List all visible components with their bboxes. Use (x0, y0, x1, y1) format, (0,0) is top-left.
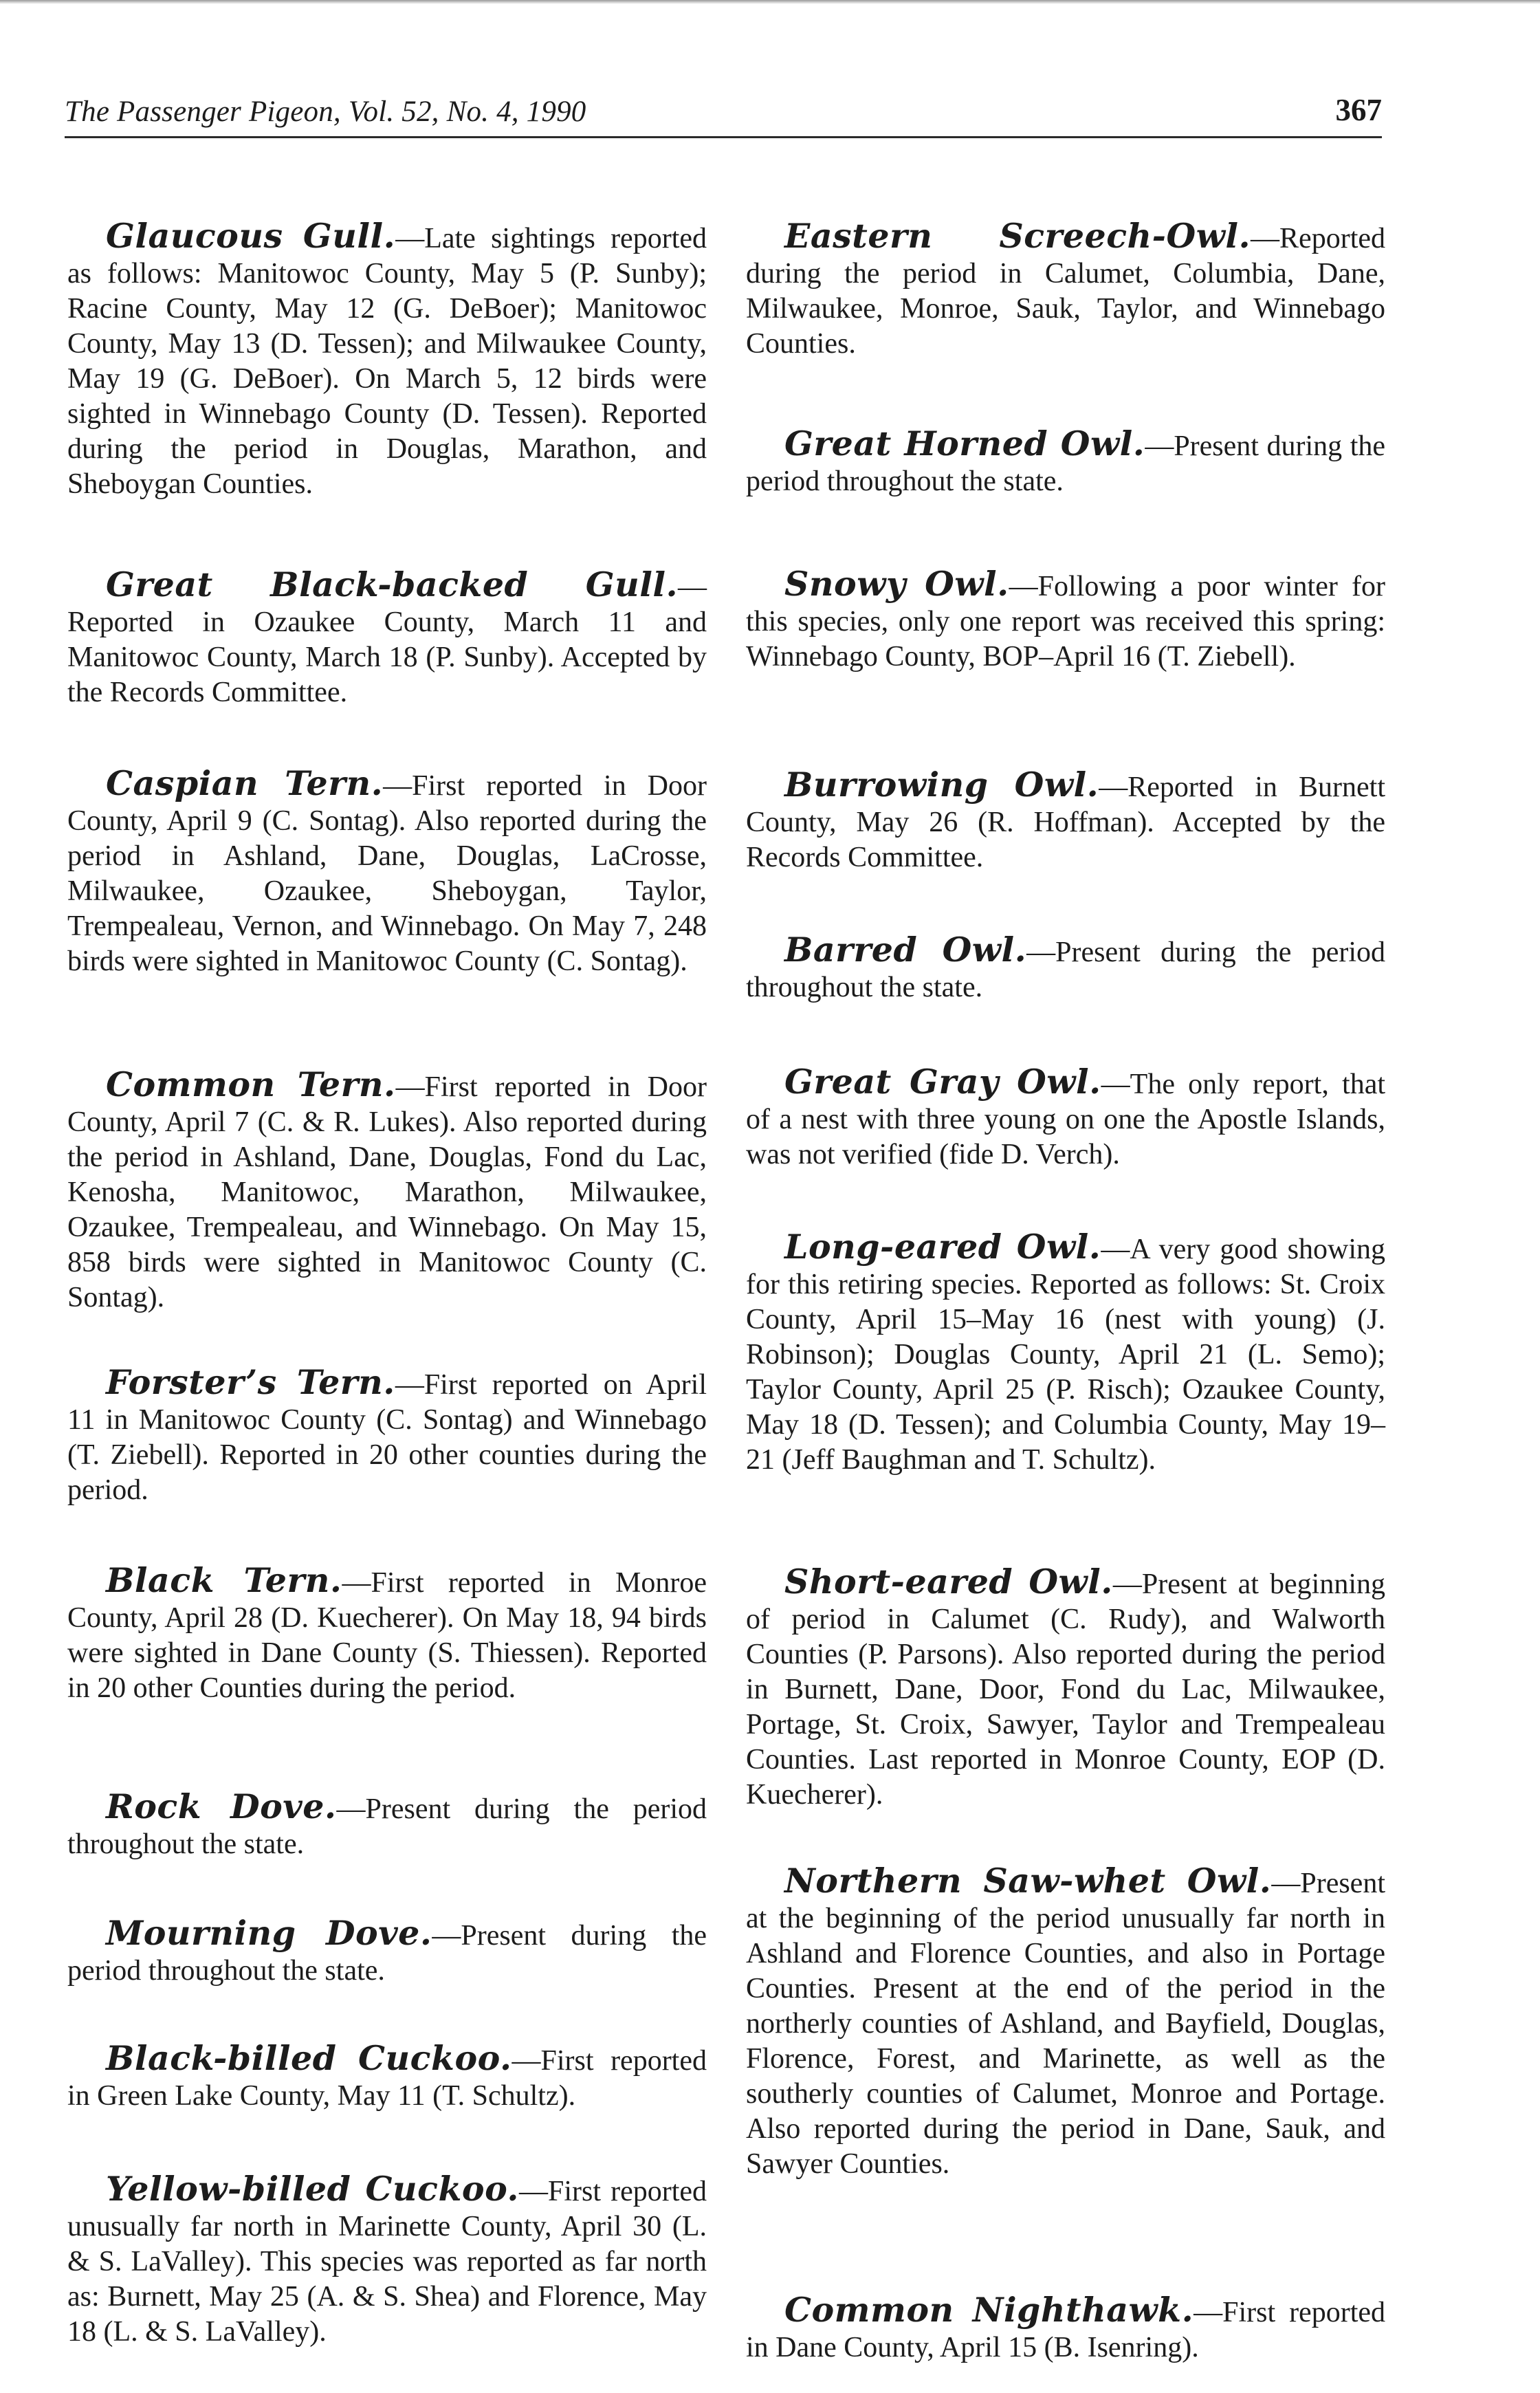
species-text: First reported unusually far north in Marinette County, April 30 (L. & S. LaValley). This species was reported as far north as: Burnett, May 25 (A. & S. Shea) and Florence, May 18 (L. & S. LaValley). (67, 2176, 707, 2348)
species-text: Late sightings reported as follows: Manitowoc County, May 5 (P. Sunby); Racine County, May 12 (G. DeBoer); Manitowoc County, May 13 (D. Tessen); and Milwaukee County, May 19 (G. DeBoer). On March 5, 12 birds were sighted in Winnebago County (D. Tessen). Reported during the period in Douglas, Marathon, and Sheboygan Counties. (67, 223, 707, 500)
species-name: Mourning Dove. (106, 1913, 432, 1953)
species-entry: Great Black-backed Gull.—Reported in Ozaukee County, March 11 and Manitowoc County, March 18 (P. Sunby). Accepted by the Records Committee. (67, 565, 707, 708)
species-text: The only report, that of a nest with three young on one the Apostle Islands, was not verified (fide D. Verch). (746, 1069, 1386, 1170)
species-text: First reported in Dane County, April 15 (B. Isenring). (746, 2297, 1385, 2363)
species-entry: Barred Owl.—Present during the period throughout the state. (746, 930, 1385, 1003)
species-name: Short-eared Owl. (784, 1562, 1113, 1602)
species-name: Snowy Owl. (784, 564, 1009, 604)
species-name: Great Gray Owl. (784, 1062, 1101, 1102)
species-entry: Forster’s Tern.—First reported on April 11 in Manitowoc County (C. Sontag) and Winnebago (T. Ziebell). Reported in 20 other counties during the period. (67, 1362, 707, 1506)
species-entry: Mourning Dove.—Present during the period throughout the state. (67, 1913, 707, 1987)
species-name: Forster’s Tern. (106, 1362, 395, 1402)
page-header (65, 88, 1382, 132)
species-entry: Great Gray Owl.—The only report, that of a nest with three young on one the Apostle Islands, was not verified (fide D. Verch). (746, 1062, 1386, 1170)
species-entry: Short-eared Owl.—Present at beginning of period in Calumet (C. Rudy), and Walworth Counties (P. Parsons). Also reported during the period in Burnett, Dane, Door, Fond du Lac, Milwaukee, Portage, St. Croix, Sawyer, Taylor and Trempealeau Counties. Last reported in Monroe County, EOP (D. Kuecherer). (746, 1562, 1385, 1811)
species-text: First reported on April 11 in Manitowoc County (C. Sontag) and Winnebago (T. Ziebell). Reported in 20 other counties during the period. (67, 1369, 707, 1506)
species-entry: Great Horned Owl.—Present during the period throughout the state. (746, 424, 1385, 497)
species-entry: Common Tern.—First reported in Door County, April 7 (C. & R. Lukes). Also reported during the period in Ashland, Dane, Douglas, Fond du Lac, Kenosha, Manitowoc, Marathon, Milwaukee, Ozaukee, Trempealeau, and Winnebago. On May 15, 858 birds were sighted in Manitowoc County (C. Sontag). (67, 1064, 707, 1313)
species-text: Reported during the period in Calumet, Columbia, Dane, Milwaukee, Monroe, Sauk, Taylor, and Winnebago Counties. (746, 223, 1385, 360)
species-entry: Caspian Tern.—First reported in Door County, April 9 (C. Sontag). Also reported during the period in Ashland, Dane, Douglas, LaCrosse, Milwaukee, Ozaukee, Sheboygan, Taylor, Trempealeau, Vernon, and Winnebago. On May 7, 248 birds were sighted in Manitowoc County (C. Sontag). (67, 763, 707, 977)
species-entry: Long-eared Owl.—A very good showing for this retiring species. Reported as follows: St. Croix County, April 15–May 16 (nest with young) (J. Robinson); Douglas County, April 21 (L. Semo); Taylor County, April 25 (P. Risch); Ozaukee County, May 18 (D. Tessen); and Columbia County, May 19–21 (Jeff Baughman and T. Schultz). (746, 1227, 1385, 1476)
species-name: Black Tern. (106, 1560, 342, 1600)
species-text: A very good showing for this retiring species. Reported as follows: St. Croix County, April 15–May 16 (nest with young) (J. Robinson); Douglas County, April 21 (L. Semo); Taylor County, April 25 (P. Risch); Ozaukee County, May 18 (D. Tessen); and Columbia County, May 19–21 (Jeff Baughman and T. Schultz). (746, 1234, 1385, 1476)
species-entry: Northern Saw-whet Owl.—Present at the beginning of the period unusually far north in Ashland and Florence Counties, and also in Portage Counties. Present at the end of the period in the northerly counties of Ashland, and Bayfield, Douglas, Florence, Forest, and Marinette, as well as the southerly counties of Calumet, Monroe and Portage. Also reported during the period in Dane, Sauk, and Sawyer Counties. (746, 1861, 1385, 2180)
species-name: Black-billed Cuckoo. (106, 2038, 512, 2078)
species-name: Great Horned Owl. (784, 424, 1145, 463)
species-entry: Glaucous Gull.—Late sightings reported as follows: Manitowoc County, May 5 (P. Sunby); Racine County, May 12 (G. DeBoer); Manitowoc County, May 13 (D. Tessen); and Milwaukee County, May 19 (G. DeBoer). On March 5, 12 birds were sighted in Winnebago County (D. Tessen). Reported during the period in Douglas, Marathon, and Sheboygan Counties. (67, 216, 707, 500)
species-text: Present during the period throughout the state. (67, 1793, 707, 1860)
species-text: First reported in Door County, April 9 (C. Sontag). Also reported during the period in Ashland, Dane, Douglas, LaCrosse, Milwaukee, Ozaukee, Sheboygan, Taylor, Trempealeau, Vernon, and Winnebago. On May 7, 248 birds were sighted in Manitowoc County (C. Sontag). (67, 770, 707, 977)
species-entry: Snowy Owl.—Following a poor winter for this species, only one report was received this spring: Winnebago County, BOP–April 16 (T. Ziebell). (746, 564, 1385, 673)
species-text: First reported in Monroe County, April 28 (D. Kuecherer). On May 18, 94 birds were sighted in Dane County (S. Thiessen). Reported in 20 other Counties during the period. (67, 1567, 707, 1704)
header-rule (65, 136, 1382, 138)
species-name: Common Tern. (106, 1064, 396, 1104)
species-text: Present at beginning of period in Calumet (C. Rudy), and Walworth Counties (P. Parsons). Also reported during the period in Burnett, Dane, Door, Fond du Lac, Milwaukee, Portage, St. Croix, Sawyer, Taylor and Trempealeau Counties. Last reported in Monroe County, EOP (D. Kuecherer). (746, 1569, 1385, 1811)
species-entry: Eastern Screech-Owl.—Reported during the period in Calumet, Columbia, Dane, Milwaukee, Monroe, Sauk, Taylor, and Winnebago Counties. (746, 216, 1385, 360)
running-head: The Passenger Pigeon, Vol. 52, No. 4, 1990 (65, 96, 586, 128)
species-name: Glaucous Gull. (106, 216, 396, 256)
species-name: Yellow-billed Cuckoo. (106, 2169, 519, 2209)
species-text: Present during the period throughout the state. (746, 937, 1385, 1003)
species-entry: Yellow-billed Cuckoo.—First reported unusually far north in Marinette County, April 30 (L. & S. LaValley). This species was reported as far north as: Burnett, May 25 (A. & S. Shea) and Florence, May 18 (L. & S. LaValley). (67, 2169, 707, 2348)
species-text: Reported in Ozaukee County, March 11 and Manitowoc County, March 18 (P. Sunby). Accepted by the Records Committee. (67, 607, 707, 708)
species-name: Eastern Screech-Owl. (784, 216, 1251, 256)
species-name: Rock Dove. (106, 1786, 337, 1826)
species-name: Barred Owl. (784, 930, 1027, 970)
species-text: Present at the beginning of the period unusually far north in Ashland and Florence Counties, and also in Portage Counties. Present at the end of the period in the northerly counties of Ashland, and Bayfield, Douglas, Florence, Forest, and Marinette, as well as the southerly counties of Calumet, Monroe and Portage. Also reported during the period in Dane, Sauk, and Sawyer Counties. (746, 1868, 1385, 2180)
species-name: Northern Saw-whet Owl. (784, 1861, 1272, 1901)
species-entry: Burrowing Owl.—Reported in Burnett County, May 26 (R. Hoffman). Accepted by the Records Committee. (746, 765, 1385, 873)
species-entry: Common Nighthawk.—First reported in Dane County, April 15 (B. Isenring). (746, 2290, 1385, 2363)
species-text: First reported in Door County, April 7 (C. & R. Lukes). Also reported during the period in Ashland, Dane, Douglas, Fond du Lac, Kenosha, Manitowoc, Marathon, Milwaukee, Ozaukee, Trempealeau, and Winnebago. On May 15, 858 birds were sighted in Manitowoc County (C. Sontag). (67, 1071, 707, 1313)
species-text: Following a poor winter for this species, only one report was received this spring: Winnebago County, BOP–April 16 (T. Ziebell). (746, 571, 1385, 673)
species-entry: Black-billed Cuckoo.—First reported in Green Lake County, May 11 (T. Schultz). (67, 2038, 707, 2112)
species-text: Present during the period throughout the state. (746, 430, 1385, 497)
species-entry: Rock Dove.—Present during the period throughout the state. (67, 1786, 707, 1860)
page-number: 367 (1335, 93, 1382, 127)
species-name: Common Nighthawk. (784, 2290, 1194, 2330)
species-name: Burrowing Owl. (784, 765, 1099, 805)
species-entry: Black Tern.—First reported in Monroe County, April 28 (D. Kuecherer). On May 18, 94 birds were sighted in Dane County (S. Thiessen). Reported in 20 other Counties during the period. (67, 1560, 707, 1704)
species-text: Reported in Burnett County, May 26 (R. Hoffman). Accepted by the Records Committee. (746, 772, 1385, 873)
species-text: First reported in Green Lake County, May 11 (T. Schultz). (67, 2045, 707, 2112)
species-name: Great Black-backed Gull. (106, 565, 678, 604)
species-name: Long-eared Owl. (784, 1227, 1101, 1267)
scan-edge (0, 0, 1540, 4)
species-text: Present during the period throughout the state. (67, 1920, 707, 1987)
species-name: Caspian Tern. (106, 763, 384, 803)
